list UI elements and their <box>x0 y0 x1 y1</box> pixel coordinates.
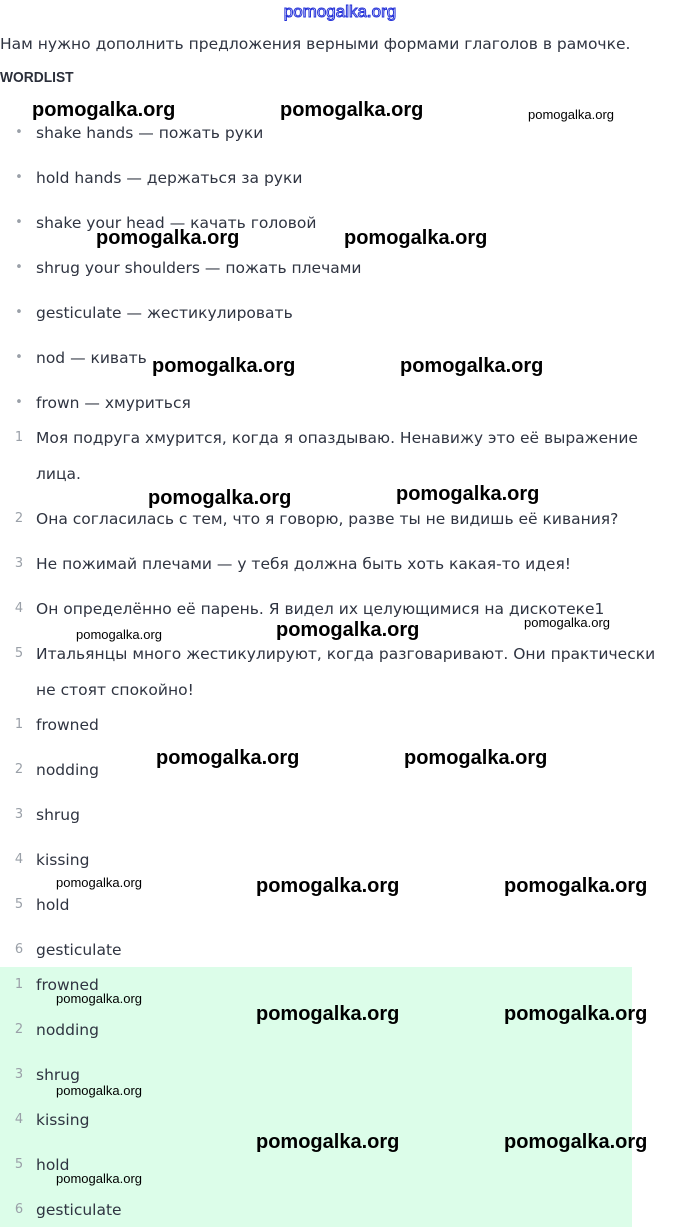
answer-text: kissing <box>36 1111 90 1129</box>
item-number: 2 <box>14 762 24 777</box>
item-number: 5 <box>14 1157 24 1172</box>
wordlist-item-text: hold hands — держаться за руки <box>36 169 303 187</box>
bullet-icon: • <box>15 215 23 230</box>
site-logo[interactable]: pomogalka.org <box>283 2 397 21</box>
watermark: pomogalka.org <box>524 615 610 630</box>
answer-text: shrug <box>36 806 80 824</box>
sentence-text: Не пожимай плечами — у тебя должна быть хоть какая-то идея! <box>36 555 571 573</box>
task-intro: Нам нужно дополнить предложения верными формами глаголов в рамочке. <box>0 35 631 53</box>
watermark: pomogalka.org <box>504 875 648 897</box>
wordlist-item-text: gesticulate — жестикулировать <box>36 304 293 322</box>
answer-text: shrug <box>36 1066 80 1084</box>
watermark: pomogalka.org <box>156 747 300 769</box>
answer-text: frowned <box>36 716 99 734</box>
watermark: pomogalka.org <box>96 227 240 249</box>
wordlist-item-text: shake hands — пожать руки <box>36 124 264 142</box>
watermark: pomogalka.org <box>400 355 544 377</box>
bullet-icon: • <box>15 305 23 320</box>
watermark: pomogalka.org <box>256 1131 400 1153</box>
sentence-text: Моя подруга хмурится, когда я опаздываю. Ненавижу это её выражение лица. <box>36 429 638 483</box>
watermark: pomogalka.org <box>404 747 548 769</box>
answer-text: gesticulate <box>36 1201 122 1219</box>
item-number: 4 <box>14 1112 24 1127</box>
wordlist-item-text: frown — хмуриться <box>36 394 191 412</box>
bullet-icon: • <box>15 170 23 185</box>
watermark: pomogalka.org <box>56 1171 142 1186</box>
sentence-text: Он определённо её парень. Я видел их целующимися на дискотеке1 <box>36 600 605 618</box>
watermark: pomogalka.org <box>504 1131 648 1153</box>
sentence-text: Она согласилась с тем, что я говорю, разве ты не видишь её кивания? <box>36 510 619 528</box>
item-number: 4 <box>14 601 24 616</box>
watermark: pomogalka.org <box>148 487 292 509</box>
watermark: pomogalka.org <box>276 619 420 641</box>
answer-text: nodding <box>36 761 99 779</box>
answer-text: kissing <box>36 851 90 869</box>
item-number: 1 <box>14 430 24 445</box>
wordlist-item-text: nod — кивать <box>36 349 147 367</box>
item-number: 2 <box>14 1022 24 1037</box>
answer-text: frowned <box>36 976 99 994</box>
watermark: pomogalka.org <box>56 991 142 1006</box>
answer-text: hold <box>36 896 70 914</box>
item-number: 4 <box>14 852 24 867</box>
watermark: pomogalka.org <box>56 1083 142 1098</box>
watermark: pomogalka.org <box>152 355 296 377</box>
sentence-text: Итальянцы много жестикулируют, когда разговаривают. Они практически не стоят спокойно! <box>36 645 656 699</box>
watermark: pomogalka.org <box>56 875 142 890</box>
item-number: 6 <box>14 1202 24 1217</box>
watermark: pomogalka.org <box>32 99 176 121</box>
watermark: pomogalka.org <box>256 875 400 897</box>
watermark: pomogalka.org <box>504 1003 648 1025</box>
item-number: 1 <box>14 717 24 732</box>
watermark: pomogalka.org <box>280 99 424 121</box>
watermark: pomogalka.org <box>344 227 488 249</box>
wordlist-title: WORDLIST <box>0 69 74 86</box>
item-number: 2 <box>14 511 24 526</box>
item-number: 3 <box>14 807 24 822</box>
item-number: 6 <box>14 942 24 957</box>
bullet-icon: • <box>15 395 23 410</box>
item-number: 1 <box>14 977 24 992</box>
item-number: 3 <box>14 1067 24 1082</box>
answer-text: hold <box>36 1156 70 1174</box>
wordlist-item-text: shake your head — качать головой <box>36 214 317 232</box>
item-number: 5 <box>14 646 24 661</box>
bullet-icon: • <box>15 125 23 140</box>
item-number: 5 <box>14 897 24 912</box>
item-number: 3 <box>14 556 24 571</box>
watermark: pomogalka.org <box>528 107 614 122</box>
answer-text: gesticulate <box>36 941 122 959</box>
watermark: pomogalka.org <box>396 483 540 505</box>
wordlist-item-text: shrug your shoulders — пожать плечами <box>36 259 362 277</box>
answer-text: nodding <box>36 1021 99 1039</box>
watermark: pomogalka.org <box>76 627 162 642</box>
bullet-icon: • <box>15 350 23 365</box>
watermark: pomogalka.org <box>256 1003 400 1025</box>
bullet-icon: • <box>15 260 23 275</box>
